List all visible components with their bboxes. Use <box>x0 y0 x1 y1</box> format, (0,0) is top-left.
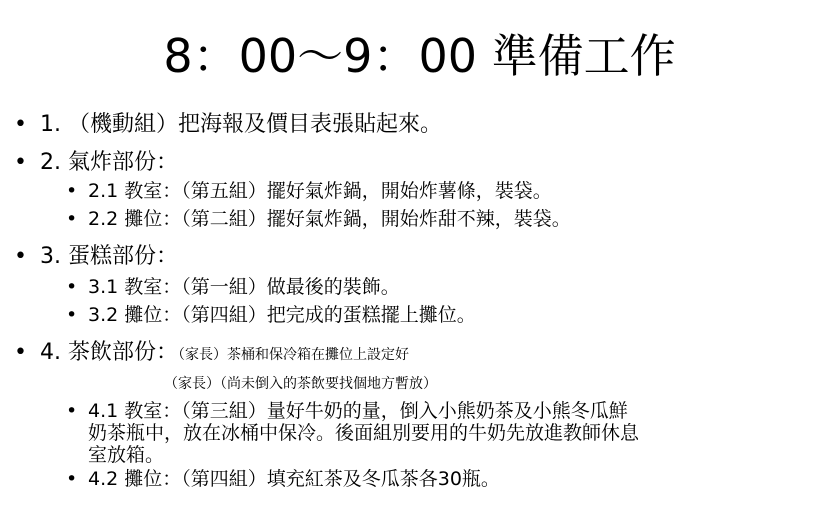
bullet-item-1 <box>14 111 442 139</box>
sub-item-4-2 <box>66 468 500 490</box>
bullet-icon: • <box>14 340 27 365</box>
bullet-icon: • <box>66 180 78 202</box>
bullet-text: 1. （機動組）把海報及價目表張貼起來。 <box>40 112 442 137</box>
sub-item-2-1 <box>66 180 552 202</box>
sub-item-4-1 <box>66 400 640 466</box>
bullet-item-4 <box>14 339 409 367</box>
sub-item-text: 2.2 攤位：（第二組）擺好氣炸鍋，開始炸甜不辣，裝袋。 <box>88 208 571 230</box>
sub-item-text-line-2: 奶茶瓶中，放在冰桶中保冷。後面組別要用的牛奶先放進教師休息 <box>88 422 640 444</box>
bullet-icon: • <box>14 150 27 175</box>
parent-note: （家長）（尚未倒入的茶飲要找個地方暫放） <box>164 376 437 392</box>
sub-item-text: 2.1 教室：（第五組）擺好氣炸鍋，開始炸薯條，裝袋。 <box>88 180 552 202</box>
sub-item-3-1 <box>66 276 400 298</box>
sub-item-text-line-3: 室放箱。 <box>88 444 165 466</box>
sub-item-text-line-1: 4.1 教室：（第三組）量好牛奶的量，倒入小熊奶茶及小熊冬瓜鮮 <box>88 400 628 422</box>
sub-item-2-2 <box>66 208 571 230</box>
sub-item-text: 3.2 攤位：（第四組）把完成的蛋糕擺上攤位。 <box>88 304 476 326</box>
bullet-icon: • <box>66 276 78 298</box>
bullet-text: 3. 蛋糕部份： <box>40 244 178 269</box>
sub-item-text: 3.1 教室：（第一組）做最後的裝飾。 <box>88 276 400 298</box>
bullet-icon: • <box>66 468 78 490</box>
page-title: 8：00～9：00 準備工作 <box>163 29 676 83</box>
bullet-icon: • <box>14 244 27 269</box>
bullet-text: 4. 茶飲部份： <box>40 340 178 365</box>
sub-item-text: 4.2 攤位：（第四組）填充紅茶及冬瓜茶各30瓶。 <box>88 468 500 490</box>
sub-item-3-2 <box>66 304 476 326</box>
bullet-item-3 <box>14 243 178 271</box>
bullet-item-2 <box>14 149 178 177</box>
bullet-icon: • <box>66 304 78 326</box>
bullet-icon: • <box>14 112 27 137</box>
bullet-note: （家長）茶桶和保冷箱在攤位上設定好 <box>177 347 409 363</box>
bullet-icon: • <box>66 208 78 230</box>
bullet-icon: • <box>66 400 78 422</box>
bullet-text: 2. 氣炸部份： <box>40 150 178 175</box>
